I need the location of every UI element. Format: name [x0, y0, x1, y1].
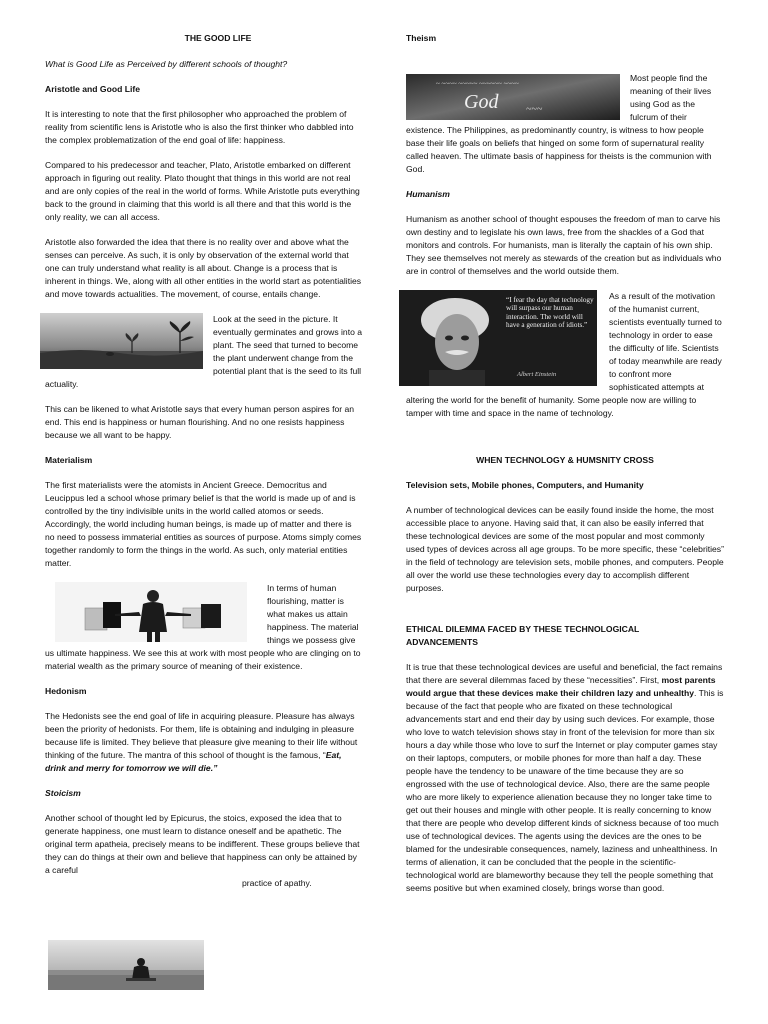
- einstein-quote: “I fear the day that technology will surpass our human interaction. The world will have a generation of idiots.”: [506, 296, 594, 330]
- ethical-paragraph: [406, 661, 724, 895]
- stoicism-end-row: [45, 877, 363, 890]
- materialism-heading: Materialism: [45, 455, 93, 465]
- ethical-heading-line-2: ADVANCEMENTS: [406, 637, 478, 647]
- theism-paragraph: Most people find the meaning of their lives using God as the fulcrum of their existence. The Philippines, as predominantly country, is witness to how people base their life goals on beliefs that hinged on some form of supernatural reality called heaven. The ultimate basis of happiness for theists is the communion with God.: [406, 73, 712, 174]
- ethical-text-1: It is true that these technological devices are useful and beneficial, the fact remains that there are several dilemmas faced by these “necessities”. First,: [406, 662, 723, 685]
- devices-subheading: Television sets, Mobile phones, Computers, and Humanity: [406, 480, 644, 490]
- humanism-heading: Humanism: [406, 189, 450, 199]
- stoicism-paragraph: Another school of thought led by Epicurus, the stoics, exposed the idea that to generate happiness, one must learn to distance oneself and be apathetic. The original term apatheia, precisely means to be indifferent. These groups believe that they can do things at their own and believe that happiness can only be attained by a careful: [45, 813, 360, 875]
- spacer: [406, 432, 724, 454]
- god-image: [406, 74, 620, 120]
- ethical-heading-line-1: ETHICAL DILEMMA FACED BY THESE TECHNOLOGICAL: [406, 624, 640, 634]
- humanism-paragraph-2: As a result of the motivation of the humanist current, scientists eventually turned to technology in order to ease the difficulty of life. Scientists of today meanwhile are ready to confront more sophisticated attempts at altering the world for the benefit of humanity. Some people now are willing to tamper with time and space in the name of technology.: [406, 291, 722, 418]
- hedonism-paragraph: [45, 710, 363, 775]
- section-question: What is Good Life as Perceived by different schools of thought?: [45, 59, 288, 69]
- svg-text:~ ~~~~ ~~~~~ ~~~~~~ ~~~~: ~ ~~~~ ~~~~~ ~~~~~~ ~~~~: [436, 80, 519, 88]
- stoicism-heading: Stoicism: [45, 788, 81, 798]
- materialism-paragraph-2: In terms of human flourishing, matter is what makes us attain happiness. The material things we possess give us ultimate happiness. We see this at work with most people who are clinging on to material wealth as the primary source of meaning of their existence.: [45, 583, 361, 671]
- lonely-person-image: [48, 940, 204, 990]
- hedonism-heading: Hedonism: [45, 686, 87, 696]
- page-title: THE GOOD LIFE: [184, 33, 252, 43]
- shopping-woman-image: [55, 582, 247, 642]
- ethical-emphasis: most parents would argue that these devices make their children lazy and unhealthy: [406, 675, 716, 698]
- theism-block: [406, 72, 724, 176]
- technology-heading: WHEN TECHNOLOGY & HUMSNITY CROSS: [476, 455, 654, 465]
- einstein-image: [399, 290, 597, 386]
- hedonism-text: The Hedonists see the end goal of life in acquiring pleasure. Pleasure has always been the priority of hedonists. For them, life is obtaining and indulging in pleasure because life is limited. They believe that pleasure give meaning to their life without thinking of the future. The mantra of this school of thought is the famous, “: [45, 711, 358, 760]
- aristotle-paragraph-3: Aristotle also forwarded the idea that there is no reality over and above what the senses can perceive. As such, it is only by observation of the external world that one can truly understand what reality is all about. Change is a process that is inherent in things. We, along with all other entities in the world start as potentialities and move towards actualities. The movement, of course, entails change.: [45, 237, 362, 299]
- seedling-image: [40, 313, 203, 369]
- aristotle-paragraph-1: It is interesting to note that the first philosopher who approached the problem of reality from scientific lens is Aristotle who is also the first thinker who dabbled into the complex problematization of the end goal of life: happiness.: [45, 109, 354, 145]
- left-column: [45, 32, 363, 890]
- spacer-2: [406, 607, 724, 623]
- einstein-block: [406, 290, 724, 420]
- humanism-paragraph-1: Humanism as another school of thought espouses the freedom of man to carve his own destiny and to legislate his own laws, free from the shackles of a God that monitors and controls. For humanists, man is literally the captain of his own ship. They see themselves not merely as stewards of the creation but as individuals who are in control of themselves and the world outside them.: [406, 214, 722, 276]
- seed-paragraph: Look at the seed in the picture. It eventually germinates and grows into a plant. The seed that turned to become the plant underwent change from the potential plant that is the seed to its full actuality.: [45, 314, 363, 389]
- seed-block: [45, 313, 363, 391]
- aristotle-paragraph-4: This can be likened to what Aristotle says that every human person aspires for an end. This end is happiness or human flourishing. And no one resists happiness because we all want to be happy.: [45, 404, 355, 440]
- einstein-signature: Albert Einstein: [517, 371, 557, 378]
- aristotle-heading: Aristotle and Good Life: [45, 84, 141, 94]
- stoicism-paragraph-end: practice of apathy.: [242, 878, 312, 888]
- devices-paragraph: A number of technological devices can be easily found inside the home, the most accessible place to anyone. Having said that, it can also be easily inferred that these technological devices are some of the most popular and most commonly used types of devices across all age groups. To be more specific, these “celebrities” in the field of technology are television sets, mobile phones, and computers. People all over the world use these technologies every day to accomplish different purposes.: [406, 505, 724, 593]
- shopping-block: [45, 582, 363, 673]
- god-image-text: God: [464, 91, 499, 113]
- right-column: [406, 32, 724, 907]
- svg-text:~~~: ~~~: [526, 104, 543, 115]
- ethical-text-2: . This is because of the fact that people who are fixated on these technological advancements start and end their day by using such devices. For example, those who love to watch television shows stay in front of the television for more than six hours a day while those who love to surf the Internet or play computer games stay on their laptops, computers, or mobile phones for more than half a day. These people have the tendency to be unaware of the time because they are so engrossed with the use of technological device. Also, there are the same people who are more likely to experience alienation because they no longer take time to get out their houses and mingle with other people. It is really concerning to know that there are people who develop different kinds of sickness because of too much use of technological devices. The agents using the devices are the ones to be blamed for the undesirable consequences, namely, laziness and unhealthiness. In terms of alienation, it can be concluded that the people in the scientific-technological world are blameworthy because they tell the people something that seems positive but when examined closely, brings worse than good.: [406, 688, 724, 893]
- materialism-paragraph-1: The first materialists were the atomists in Ancient Greece. Democritus and Leucippus led a school whose primary belief is that the world is made up of and is controlled by the tiny indivisible units in the world called atomos or seeds. Accordingly, the world including human beings, is made up of matter and there is no need to possess immaterial entities as sources of purpose. Atoms simply comes together randomly to form the things in the world. As such, only material entities matter.: [45, 480, 362, 568]
- ethical-heading: [406, 623, 724, 649]
- hedonism-mantra: Eat, drink and merry for tomorrow we will die.”: [45, 750, 342, 773]
- theism-heading: Theism: [406, 33, 437, 43]
- aristotle-paragraph-2: Compared to his predecessor and teacher, Plato, Aristotle embarked on different approach in figuring out reality. Plato thought that things in this world are not real and are only copies of the real in the world of forms. While Aristotle puts everything back to the ground in claiming that this world is all there and that this world is the only reality, we can all access.: [45, 160, 360, 222]
